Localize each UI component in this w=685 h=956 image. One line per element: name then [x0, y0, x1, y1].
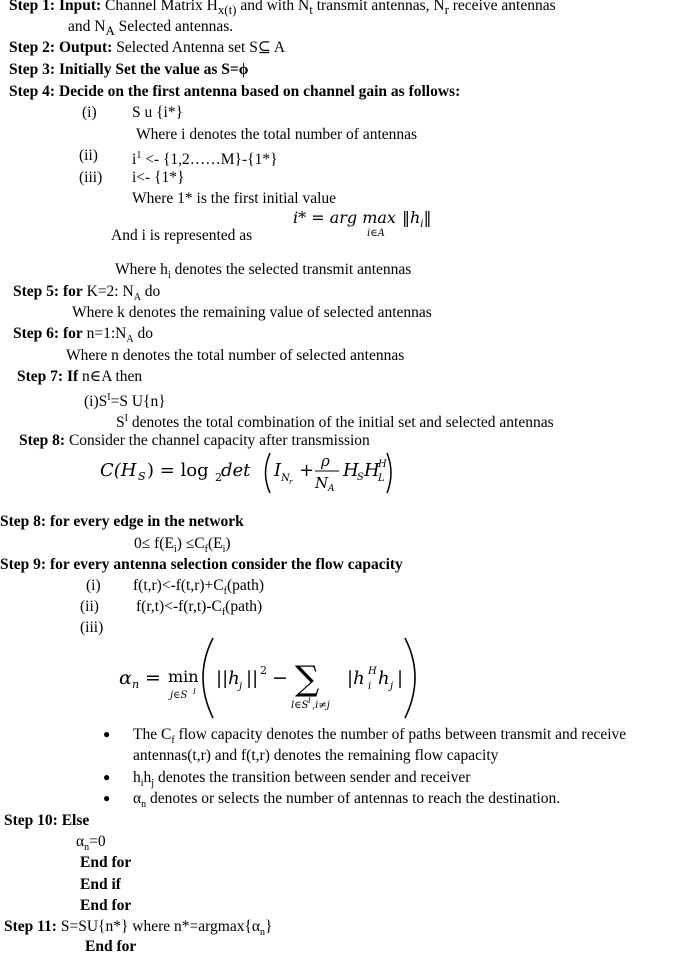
svg-text:I: I	[193, 688, 196, 696]
svg-text:|: |	[397, 668, 404, 689]
step4-iii-text: i<- {1*}	[132, 169, 185, 186]
svg-text:i: i	[368, 681, 372, 692]
step6-where: Where n denotes the total number of selected antennas	[66, 347, 405, 364]
alpha-equation	[115, 630, 425, 725]
svg-text:α: α	[119, 667, 132, 689]
step10-alpha-zero: $\alpha_n=0$	[76, 833, 106, 854]
svg-text:H: H	[364, 460, 380, 481]
svg-text:−: −	[272, 667, 288, 689]
step9-bullet1-line2: antennas(t,r) and f(t,r) denotes the remaining flow capacity	[133, 747, 499, 764]
step8-edge: Step 8: for every edge in the network	[0, 513, 244, 530]
svg-text:+: +	[299, 460, 315, 481]
step2: Step 2: Output: Selected Antenna set S⊆ A	[9, 39, 286, 56]
svg-text:S: S	[357, 472, 364, 483]
step9-ii-text: $f(r,t)<-f(r,t)-C_f(path)$	[136, 598, 263, 619]
svg-text:n: n	[132, 678, 140, 691]
step9-bullet1-line1: The $C_f$ flow capacity denotes the number of paths between transmit and receive	[133, 726, 627, 747]
svg-text:H: H	[378, 459, 387, 470]
step9-bullet3: $\alpha_n$ denotes or selects the number of antennas to reach the destination.	[133, 790, 561, 811]
svg-text:l∈S: l∈S	[291, 700, 309, 711]
svg-text:ρ: ρ	[321, 452, 330, 470]
svg-text:j: j	[390, 681, 394, 692]
step4-i-text: S u {i*}	[132, 104, 184, 121]
step4-iii-num: (iii)	[79, 169, 103, 186]
svg-text:det: det	[221, 460, 251, 481]
svg-text:N: N	[281, 473, 290, 484]
step4-ii-text: $i^1$ <- {1,2……M}-{1*}	[132, 150, 278, 169]
step4-argmax-equation: i* = arg max i∈A $‖h_i‖$	[293, 208, 432, 239]
step9-i-text: $f(t,r)<-f(t,r)+C_f(path)$	[133, 577, 264, 598]
bullet-icon: ●	[103, 791, 111, 805]
step4-represented: And i is represented as	[111, 227, 253, 244]
step5: Step 5: for K=2: $N_A$ do	[13, 283, 161, 304]
svg-text:|h: |h	[347, 668, 365, 689]
step9-iii-num: (iii)	[80, 619, 104, 636]
step9-heading: Step 9: for every antenna selection consider the flow capacity	[0, 556, 403, 573]
svg-text:2: 2	[260, 664, 267, 677]
step3: Step 3: Initially Set the value as S=ϕ	[9, 61, 249, 78]
step1-line2: and $N_A$ Selected antennas.	[68, 18, 234, 39]
bullet-icon: ●	[103, 770, 111, 784]
step6: Step 6: for $n=1:N_A$ do	[13, 325, 153, 346]
svg-text:I: I	[308, 697, 311, 705]
svg-text:,i≠j: ,i≠j	[312, 700, 330, 711]
svg-text:r: r	[289, 478, 293, 486]
capacity-equation	[95, 447, 395, 497]
step10-end-for-2: End for	[80, 897, 132, 914]
step4-i-where: Where i denotes the total number of antennas	[136, 126, 418, 143]
svg-text:I: I	[274, 460, 282, 481]
svg-text:j∈S: j∈S	[170, 690, 188, 701]
step1-line1: Step 1: Input: Channel Matrix $H_{x(t)}$ and with $N_t$ transmit antennas, $N_r$ receive antennas	[9, 0, 556, 18]
step11: Step 11: S=SU{n*} where $n*=argmax\{\alpha_n\}$	[4, 918, 273, 939]
svg-text:||h: ||h	[216, 668, 240, 689]
step4-i-num: (i)	[82, 104, 97, 121]
step7-line-si: $S^I$ denotes the total combination of the initial set and selected antennas	[116, 413, 554, 432]
step4-where-h: Where $h_i$ denotes the selected transmit antennas	[115, 261, 412, 282]
step8-flow-inequality: $0\le f(E_i) \le C_f(E_i)$	[134, 535, 231, 556]
step8-capacity: Step 8: Consider the channel capacity after transmission	[19, 432, 370, 449]
svg-text:h: h	[378, 668, 390, 689]
svg-text:=: =	[145, 667, 161, 689]
step4-heading: Step 4: Decide on the first antenna based on channel gain as follows:	[9, 83, 461, 100]
svg-text:||: ||	[246, 668, 259, 689]
svg-text:2: 2	[215, 471, 222, 484]
step4-where-1star: Where 1* is the first initial value	[132, 190, 337, 207]
svg-text:L: L	[378, 473, 385, 484]
svg-text:) = log: ) = log	[147, 460, 209, 481]
step10-heading: Step 10: Else	[4, 812, 90, 829]
step7: Step 7: If n∈A then	[17, 368, 143, 385]
svg-text:C(H: C(H	[100, 460, 137, 481]
bullet-icon: ●	[103, 727, 111, 741]
svg-text:S: S	[138, 470, 146, 483]
step10-end-for-1: End for	[80, 854, 132, 871]
step9-i-num: (i)	[86, 577, 101, 594]
svg-text:A: A	[328, 484, 335, 494]
svg-text:j: j	[239, 681, 243, 692]
svg-text:H: H	[343, 460, 359, 481]
svg-text:∑: ∑	[295, 659, 320, 699]
step9-ii-num: (ii)	[80, 598, 99, 615]
svg-text:H: H	[368, 666, 377, 677]
svg-text:min: min	[168, 667, 199, 686]
step4-ii-num: (ii)	[79, 147, 98, 164]
step5-where: Where k denotes the remaining value of selected antennas	[72, 304, 432, 321]
svg-text:N: N	[315, 474, 329, 492]
step9-bullet2: $h_ih_j$ denotes the transition between sender and receiver	[133, 769, 471, 790]
step7-line-i: $(i)S^I=S$ U{n}	[84, 392, 166, 411]
step11-end-for: End for	[85, 938, 137, 955]
step10-end-if: End if	[80, 876, 121, 893]
